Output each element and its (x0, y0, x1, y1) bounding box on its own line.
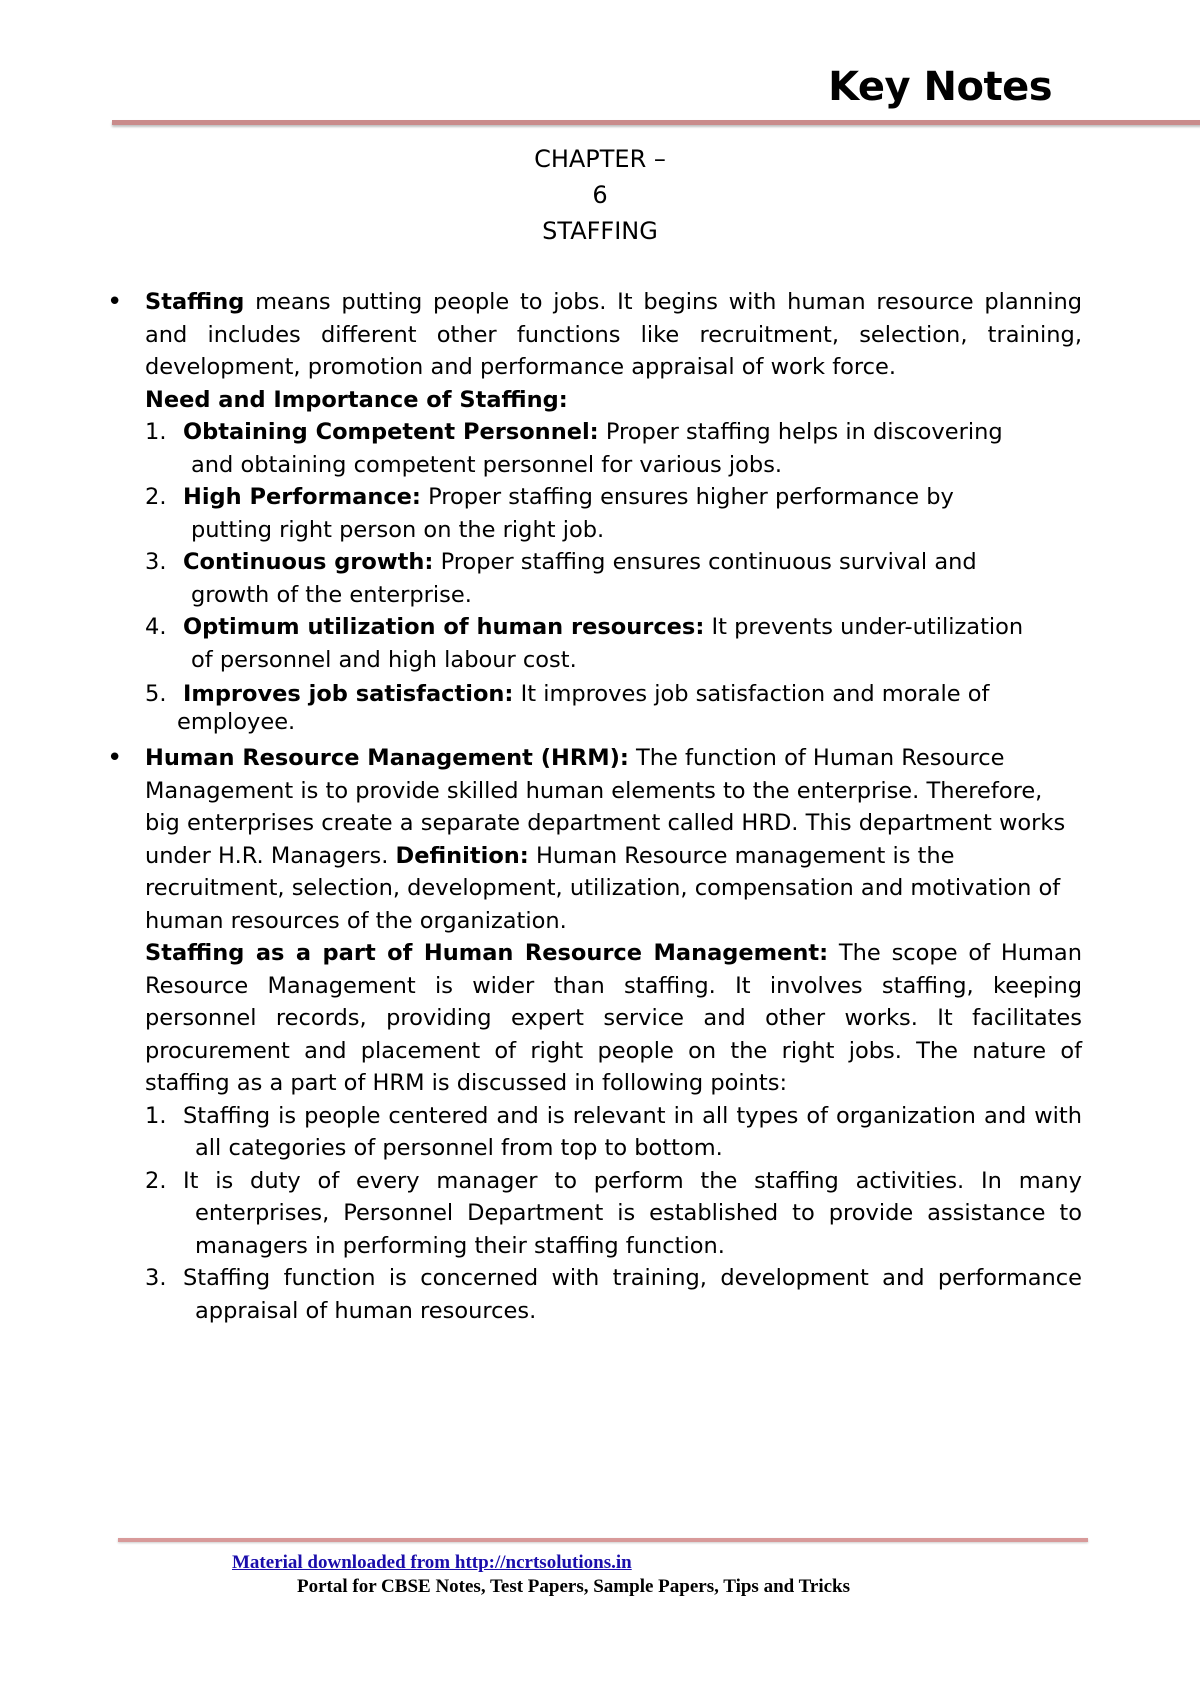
item-number: 2. (145, 1167, 167, 1194)
item-number: 2. (145, 484, 167, 510)
list-item: 3. Staffing function is concerned with training, development and performance appraisal of human resources. (107, 1262, 1082, 1327)
bullet-staffing (107, 286, 1082, 384)
term-hrm: Human Resource Management (HRM): (145, 745, 629, 771)
item-label: Improves job satisfaction: (183, 681, 514, 707)
item-number: 3. (145, 549, 167, 575)
hrm-scope-paragraph: Staffing as a part of Human Resource Management: The scope of Human Resource Management is wider than staffing. It involves staffing, keeping personnel records, providing expert service and other works. It facilitates procurement and placement of right people on the right jobs. The nature of staffing as a part of HRM is discussed in following points: (145, 940, 1082, 1096)
notes-content (107, 286, 1082, 1327)
item-label: Continuous growth: (183, 549, 434, 575)
footer-source-link[interactable]: Material downloaded from http://ncrtsolutions.in (232, 1552, 632, 1573)
item-number: 4. (145, 614, 167, 640)
list-item: 4. Optimum utilization of human resources: It prevents under-utilization of personnel and high labour cost. (107, 611, 1082, 676)
item-label: Optimum utilization of human resources: (183, 614, 705, 640)
definition-label: Definition: (395, 842, 529, 869)
list-item: 2. High Performance: Proper staffing ensures higher performance by putting right person on the right job. (107, 481, 1082, 546)
header-divider (112, 120, 1200, 125)
list-item: 1. Staffing is people centered and is relevant in all types of organization and with all categories of personnel from top to bottom. (107, 1100, 1082, 1165)
footer-tagline: Portal for CBSE Notes, Test Papers, Sample Papers, Tips and Tricks (297, 1576, 850, 1597)
item-label: Obtaining Competent Personnel: (183, 419, 599, 445)
part-heading: Staffing as a part of Human Resource Management: (145, 940, 829, 966)
item-label: High Performance: (183, 484, 421, 510)
list-item: 2. It is duty of every manager to perform the staffing activities. In many enterprises, Personnel Department is established to provide assistance to managers in performing their staffing function. (107, 1165, 1082, 1263)
item-number: 1. (145, 419, 167, 445)
list-item: 5. Improves job satisfaction: It improves job satisfaction and morale of employee. (145, 681, 990, 735)
header-title: Key Notes (828, 64, 1052, 110)
bullet-hrm: • Human Resource Management (HRM): The function of Human Resource Management is to provide skilled human elements to the enterprise. Therefore, big enterprises create a separate department called HRD. This department works under H.R. Managers. Definition: Human Resource management is the recruitment, selection, development, utilization, compensation and motivation of human resources of the organization. (107, 742, 1082, 937)
term-staffing: Staffing (145, 289, 245, 315)
item-number: 3. (145, 1265, 167, 1291)
item-number: 5. (145, 681, 167, 707)
chapter-title: STAFFING (542, 217, 658, 245)
item-number: 1. (145, 1102, 167, 1129)
need-heading: Need and Importance of Staffing: (145, 386, 568, 413)
list-item: 3. Continuous growth: Proper staffing ensures continuous survival and growth of the enterprise. (107, 546, 1082, 611)
chapter-label: CHAPTER – (534, 145, 666, 173)
chapter-number: 6 (592, 181, 608, 209)
footer-divider (118, 1538, 1088, 1542)
staffing-definition: means putting people to jobs. It begins with human resource planning and includes different other functions like recruitment, selection, training, development, promotion and performance appraisal of work force. (145, 289, 1082, 380)
list-item: 1. Obtaining Competent Personnel: Proper staffing helps in discovering and obtaining competent personnel for various jobs. (107, 416, 1082, 481)
